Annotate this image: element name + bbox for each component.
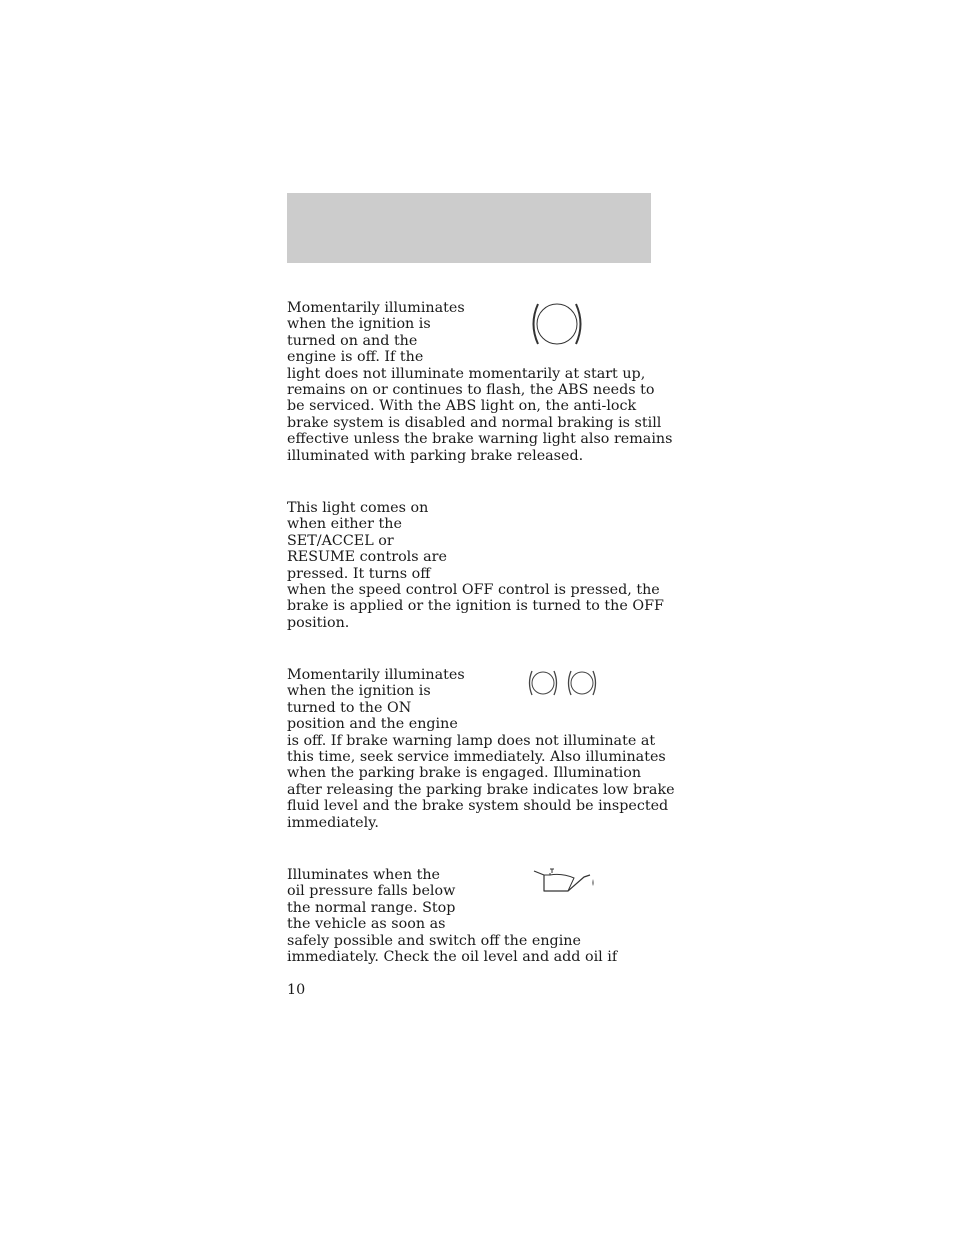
oil-pressure-description: Illuminates when the oil pressure falls below the normal range. Stop the vehicle as soon as safely possible and switch off the engine immediately. Check the oil level and add oil if	[287, 867, 618, 966]
oil-pressure-section	[287, 867, 651, 965]
oil-can-icon	[532, 867, 602, 897]
brake-section	[287, 667, 675, 831]
section-header-band	[287, 193, 651, 263]
speed-control-section	[287, 500, 664, 631]
abs-description: Momentarily illuminates when the ignition is turned on and the engine is off. If the light does not illuminate momentarily at start up, remains on or continues to flash, the ABS needs to be serviced. With the ABS light on, the anti-lock brake system is disabled and normal braking is still effective unless the brake warning light also remains illuminated with parking brake released.	[287, 300, 673, 464]
abs-warning-icon	[528, 300, 586, 348]
page-number: 10	[287, 982, 306, 998]
brake-description: Momentarily illuminates when the ignition is turned to the ON position and the engine is off. If brake warning lamp does not illuminate at this time, seek service immediately. Also illuminates when the parking brake is engaged. Illumination after releasing the parking brake indicates low brake fluid level and the brake system should be inspected immediately.	[287, 667, 675, 831]
abs-section	[287, 300, 673, 464]
brake-warning-icon	[527, 667, 599, 699]
speed-control-description: This light comes on when either the SET/ACCEL or RESUME controls are pressed. It turns off when the speed control OFF control is pressed, the brake is applied or the ignition is turned to the OFF position.	[287, 500, 664, 631]
